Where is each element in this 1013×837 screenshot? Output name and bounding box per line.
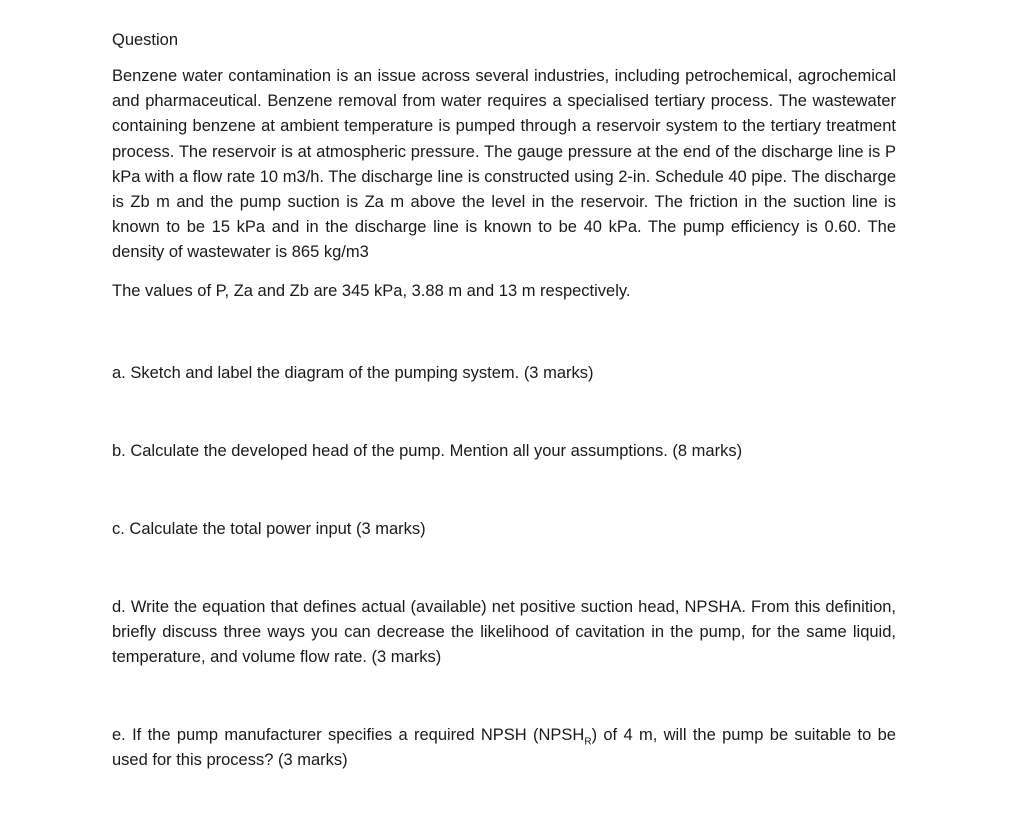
values-statement: The values of P, Za and Zb are 345 kPa, 3.88 m and 13 m respectively.	[112, 281, 631, 300]
part-e-question	[112, 723, 896, 773]
part-d-question: d. Write the equation that defines actual (available) net positive suction head, NPSHA. From this definition, briefly discuss three ways you can decrease the likelihood of cavitation in the pump, for the same liquid, temperature, and volume flow rate. (3 marks)	[112, 598, 896, 667]
question-heading: Question	[112, 31, 179, 49]
part-e-text-start: e. If the pump manufacturer specifies a required NPSH (NPSH	[112, 726, 585, 744]
question-intro-paragraph: Benzene water contamination is an issue across several industries, including petrochemical, agrochemical and pharmaceutical. Benzene removal from water requires a specialised tertiary process. The wastewater containing benzene at ambient temperature is pumped through a reservoir system to the tertiary treatment process. The reservoir is at atmospheric pressure. The gauge pressure at the end of the discharge line is P kPa with a flow rate 10 m3/h. The discharge line is constructed using 2-in. Schedule 40 pipe. The discharge is Zb m and the pump suction is Za m above the level in the reservoir. The friction in the suction line is known to be 15 kPa and in the discharge line is known to be 40 kPa. The pump efficiency is 0.60. The density of wastewater is 865 kg/m3	[112, 67, 896, 262]
part-a-question: a. Sketch and label the diagram of the pumping system. (3 marks)	[112, 364, 594, 382]
part-c-question: c. Calculate the total power input (3 marks)	[112, 520, 426, 538]
npsh-subscript: R	[584, 736, 592, 748]
part-e-text-end: ) of 4 m, will the pump be suitable to be used for this process? (3 marks)	[112, 726, 896, 770]
part-b-question: b. Calculate the developed head of the pump. Mention all your assumptions. (8 marks)	[112, 442, 743, 460]
question-document	[112, 28, 896, 770]
